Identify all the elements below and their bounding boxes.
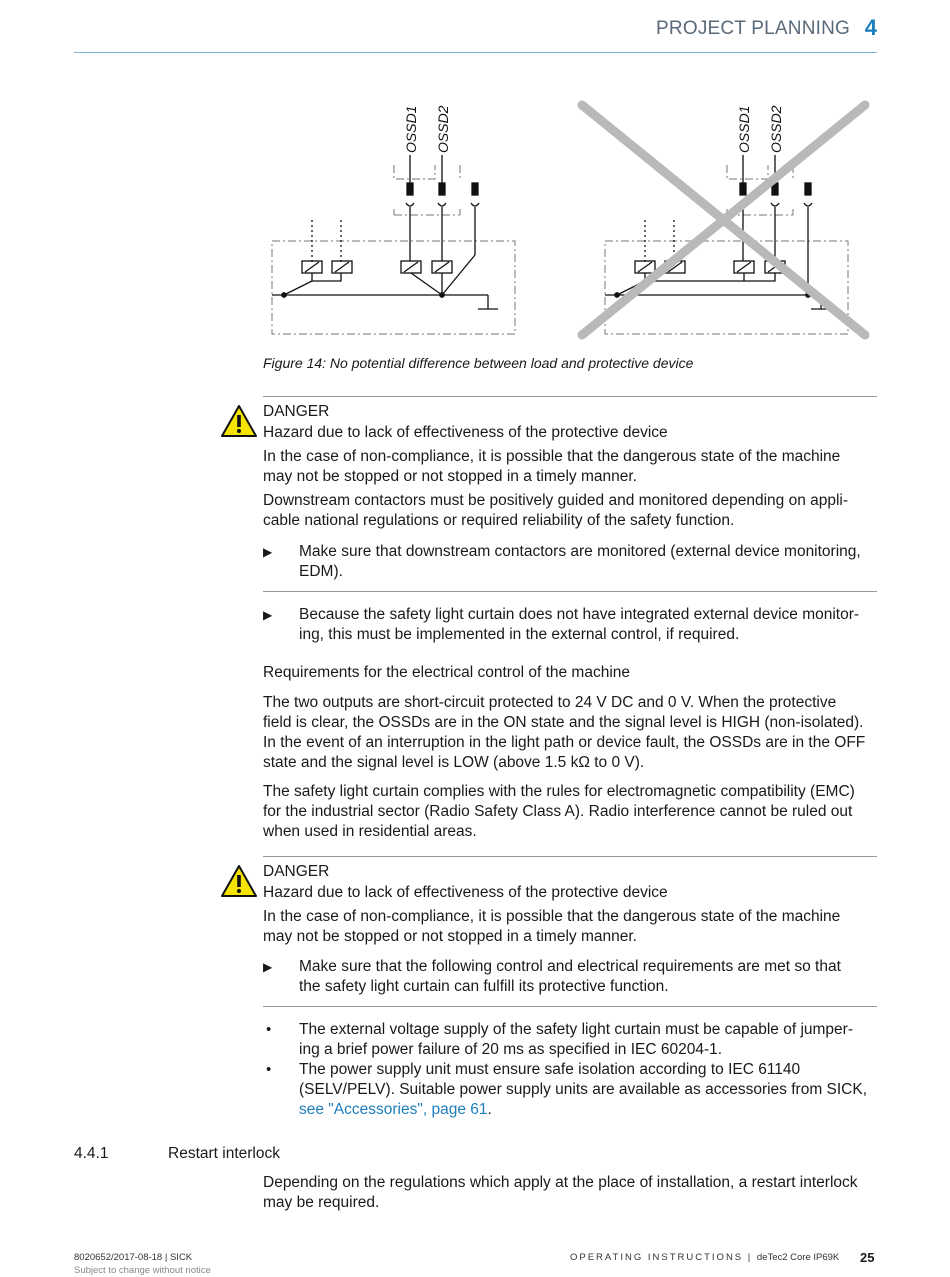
warning-triangle-icon — [220, 404, 258, 438]
bullet-text-line: The power supply unit must ensure safe isolation according to IEC 61140 — [299, 1061, 801, 1078]
running-header-title: PROJECT PLANNING — [656, 18, 850, 39]
step-text-line: ing, this must be implemented in the external control, if required. — [299, 626, 740, 643]
danger-title: Hazard due to lack of effectiveness of the protective device — [263, 884, 668, 901]
cross-out-mark — [582, 105, 865, 335]
paragraph-line: Depending on the regulations which apply at the place of installation, a restart interlock — [263, 1174, 858, 1191]
section-title: Restart interlock — [168, 1145, 280, 1162]
incorrect-wiring-diagram — [605, 155, 848, 334]
step-arrow-icon: ▶ — [263, 960, 273, 974]
bullet-dot-icon: • — [266, 1061, 272, 1078]
step-text-line: EDM). — [299, 563, 343, 580]
danger-bottom-rule — [263, 1006, 877, 1007]
bullet-dot-icon: • — [266, 1021, 272, 1038]
footer-doc-type-label: OPERATING INSTRUCTIONS | — [570, 1252, 757, 1263]
requirements-heading: Requirements for the electrical control of the machine — [263, 664, 631, 681]
header-divider — [74, 52, 877, 53]
bullet-text-line: ing a brief power failure of 20 ms as specified in IEC 60204-1. — [299, 1041, 723, 1058]
paragraph-line: may be required. — [263, 1194, 380, 1211]
footer-doc-type — [570, 1252, 839, 1263]
step-arrow-icon: ▶ — [263, 545, 273, 559]
step-text-line: Make sure that downstream contactors are monitored (external device monitoring, — [299, 543, 861, 560]
paragraph-line: In the event of an interruption in the light path or device fault, the OSSDs are in the OFF — [263, 734, 866, 751]
accessories-link[interactable]: see "Accessories", page 61 — [299, 1101, 488, 1118]
sentence-end: . — [487, 1101, 492, 1118]
chapter-number: 4 — [864, 15, 877, 40]
correct-wiring-diagram — [272, 155, 515, 334]
danger-text-line: In the case of non-compliance, it is possible that the dangerous state of the machine — [263, 448, 841, 465]
danger-text-line: Downstream contactors must be positively guided and monitored depending on appli- — [263, 492, 849, 509]
ossd1-label-left: OSSD1 — [403, 105, 419, 153]
danger-text-line: may not be stopped or not stopped in a timely manner. — [263, 468, 637, 485]
bullet-text-line — [299, 1100, 877, 1120]
paragraph-line: The safety light curtain complies with the rules for electromagnetic compatibility (EMC) — [263, 783, 855, 800]
danger-bottom-rule — [263, 591, 877, 592]
danger-text-line: may not be stopped or not stopped in a timely manner. — [263, 928, 637, 945]
ossd2-label-left: OSSD2 — [435, 105, 451, 153]
danger-title: Hazard due to lack of effectiveness of the protective device — [263, 424, 668, 441]
paragraph-line: when used in residential areas. — [263, 823, 477, 840]
paragraph-line: for the industrial sector (Radio Safety Class A). Radio interference cannot be ruled out — [263, 803, 853, 820]
danger-top-rule — [263, 856, 877, 857]
paragraph-line: The two outputs are short-circuit protected to 24 V DC and 0 V. When the protective — [263, 694, 837, 711]
footer-notice: Subject to change without notice — [74, 1265, 211, 1276]
danger-text-line: In the case of non-compliance, it is possible that the dangerous state of the machine — [263, 908, 841, 925]
figure-caption: Figure 14: No potential difference between load and protective device — [263, 355, 694, 371]
ossd1-label-right: OSSD1 — [736, 105, 752, 153]
step-arrow-icon: ▶ — [263, 608, 273, 622]
page-number: 25 — [860, 1250, 875, 1265]
ossd2-label-right: OSSD2 — [768, 105, 784, 153]
danger-label: DANGER — [263, 863, 330, 880]
wiring-figure — [260, 95, 880, 345]
paragraph-line: state and the signal level is LOW (above 1.5 kΩ to 0 V). — [263, 754, 645, 771]
footer-product: deTec2 Core IP69K — [756, 1252, 840, 1263]
paragraph-line: field is clear, the OSSDs are in the ON state and the signal level is HIGH (non-isolated). — [263, 714, 864, 731]
danger-text-line: cable national regulations or required reliability of the safety function. — [263, 512, 735, 529]
section-number: 4.4.1 — [74, 1145, 109, 1162]
bullet-text-line: The external voltage supply of the safety light curtain must be capable of jumper- — [299, 1021, 853, 1038]
warning-triangle-icon — [220, 864, 258, 898]
bullet-text-line: (SELV/PELV). Suitable power supply units are available as accessories from SICK, — [299, 1081, 868, 1098]
danger-top-rule — [263, 396, 877, 397]
footer-doc-id: 8020652/2017-08-18 | SICK — [74, 1252, 193, 1263]
step-text-line: the safety light curtain can fulfill its protective function. — [299, 978, 669, 995]
step-text-line: Make sure that the following control and electrical requirements are met so that — [299, 958, 841, 975]
step-text-line: Because the safety light curtain does not have integrated external device monitor- — [299, 606, 860, 623]
danger-label: DANGER — [263, 403, 330, 420]
